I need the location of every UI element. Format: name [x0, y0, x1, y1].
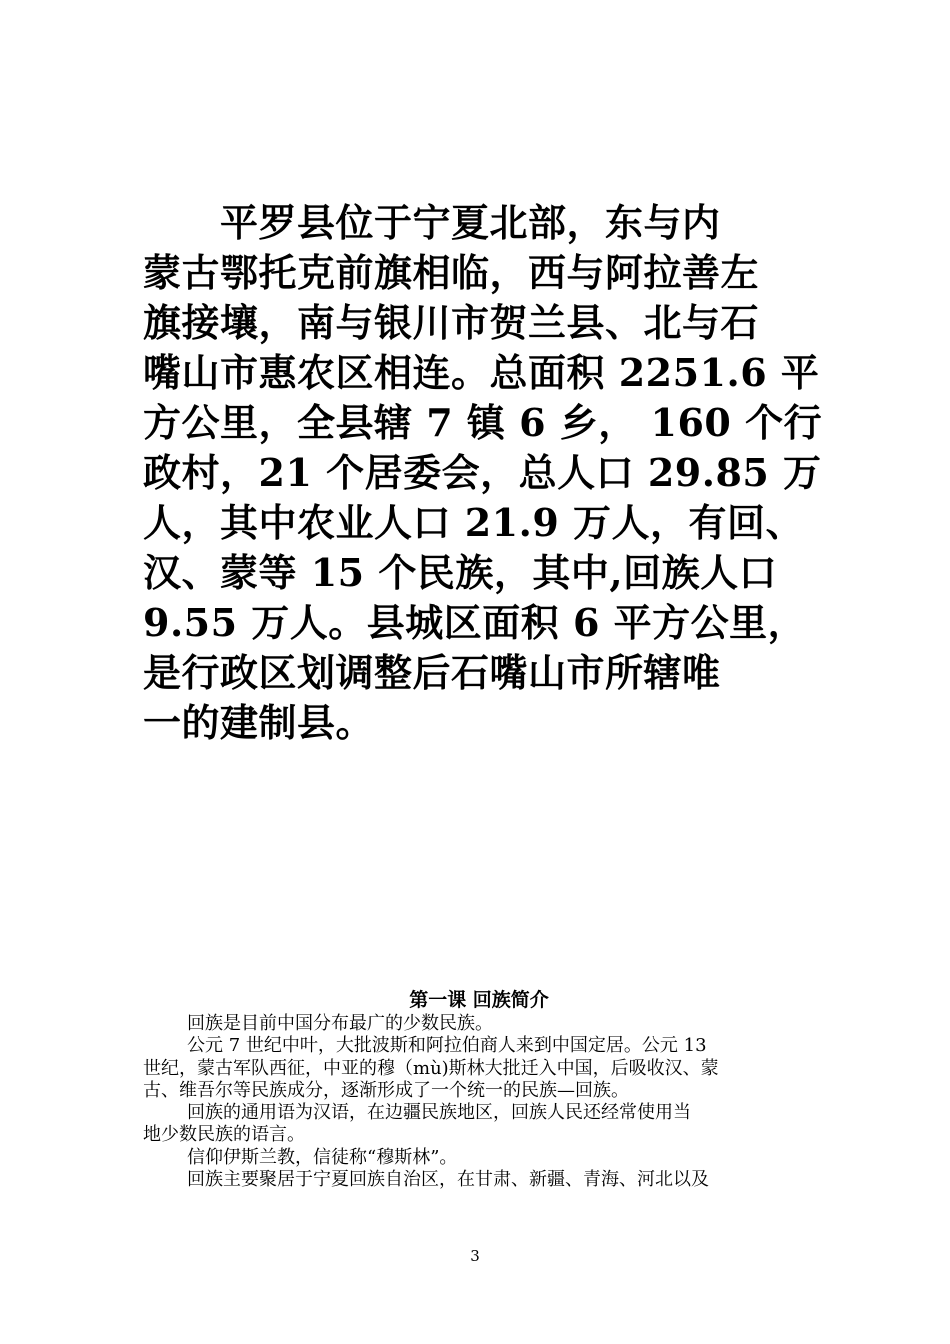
lesson-section	[143, 987, 815, 1191]
lesson-line: 回族主要聚居于宁夏回族自治区，在甘肃、新疆、青海、河北以及	[187, 1169, 709, 1191]
lesson-line: 古、维吾尔等民族成分，逐渐形成了一个统一的民族—回族。	[143, 1079, 629, 1101]
intro-line: 政村，21 个居委会，总人口 29.85 万	[143, 450, 822, 495]
lesson-line: 公元 7 世纪中叶，大批波斯和阿拉伯商人来到中国定居。公元 13	[187, 1035, 707, 1057]
intro-line: 9.55 万人。县城区面积 6 平方公里，	[143, 600, 807, 645]
lesson-line: 回族的通用语为汉语，在边疆民族地区，回族人民还经常使用当	[187, 1102, 691, 1124]
intro-line: 方公里，全县辖 7 镇 6 乡， 160 个行	[143, 400, 823, 445]
lesson-line: 世纪，蒙古军队西征，中亚的穆（mù)斯林大批迁入中国，后吸收汉、蒙	[143, 1057, 719, 1079]
intro-line: 蒙古鄂托克前旗相临，西与阿拉善左	[143, 250, 760, 295]
lesson-title: 第一课 回族简介	[409, 989, 549, 1011]
intro-line: 人，其中农业人口 21.9 万人，有回、	[143, 500, 805, 545]
intro-line: 汉、蒙等 15 个民族，其中,回族人口	[143, 550, 778, 595]
intro-line: 旗接壤，南与银川市贺兰县、北与石	[143, 300, 760, 345]
intro-line: 嘴山市惠农区相连。总面积 2251.6 平	[143, 350, 820, 395]
page-number: 3	[470, 1247, 480, 1265]
lesson-line: 信仰伊斯兰教，信徒称“穆斯林”。	[187, 1146, 458, 1168]
intro-line: 一的建制县。	[143, 700, 375, 745]
lesson-line: 地少数民族的语言。	[143, 1124, 305, 1146]
intro-paragraph	[143, 198, 823, 748]
intro-line: 平罗县位于宁夏北部，东与内	[143, 200, 721, 245]
intro-line: 是行政区划调整后石嘴山市所辖唯	[143, 650, 721, 695]
lesson-line: 回族是目前中国分布最广的少数民族。	[187, 1013, 493, 1034]
